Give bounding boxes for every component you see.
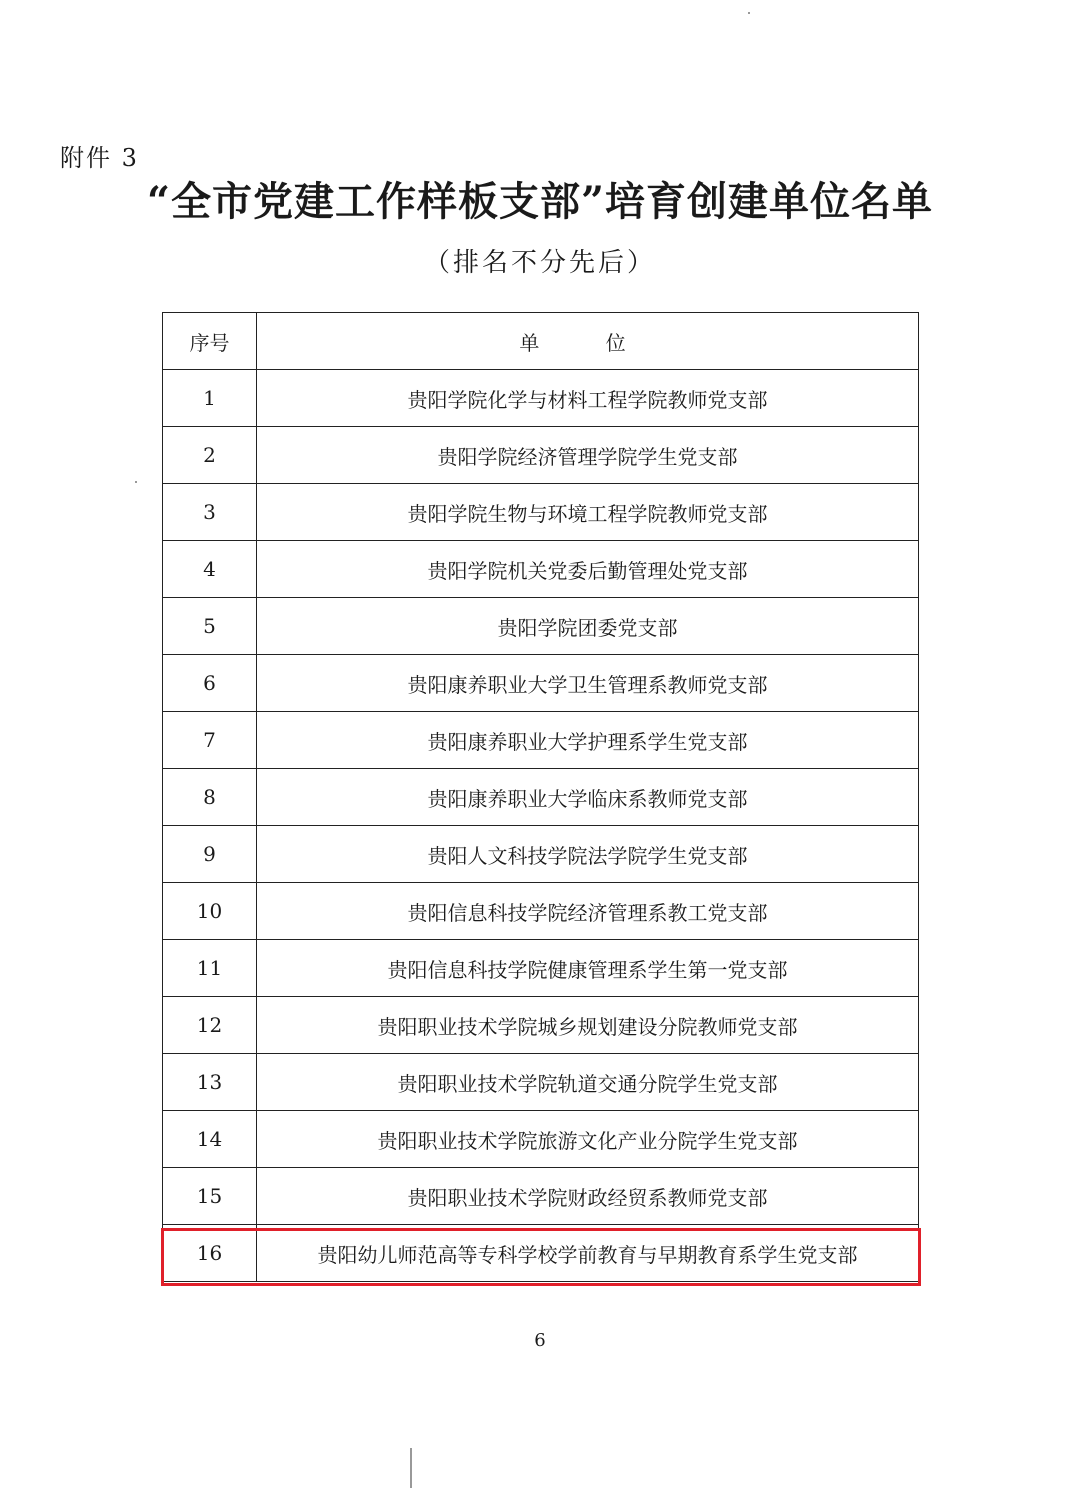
row-unit: 贵阳幼儿师范高等专科学校学前教育与早期教育系学生党支部: [257, 1225, 919, 1282]
table-row: [163, 1111, 919, 1168]
table-row: [163, 883, 919, 940]
row-unit: 贵阳人文科技学院法学院学生党支部: [257, 826, 919, 883]
table-row: [163, 598, 919, 655]
row-unit: 贵阳学院团委党支部: [257, 598, 919, 655]
scan-mark: [748, 12, 750, 14]
header-unit: [257, 313, 919, 370]
row-no: 7: [163, 712, 257, 769]
table-row: [163, 484, 919, 541]
table-row: [163, 712, 919, 769]
table-row: [163, 940, 919, 997]
row-unit: 贵阳学院经济管理学院学生党支部: [257, 427, 919, 484]
document-subtitle: （排名不分先后）: [423, 248, 656, 278]
row-no: 3: [163, 484, 257, 541]
row-no: 12: [163, 997, 257, 1054]
row-no: 16: [163, 1225, 257, 1282]
header-unit-label: 单 位: [519, 330, 656, 355]
page-number: 6: [534, 1330, 546, 1351]
row-unit: 贵阳康养职业大学卫生管理系教师党支部: [257, 655, 919, 712]
row-no: 15: [163, 1168, 257, 1225]
row-no: 5: [163, 598, 257, 655]
table-row: [163, 997, 919, 1054]
row-unit: 贵阳学院生物与环境工程学院教师党支部: [257, 484, 919, 541]
row-unit: 贵阳学院机关党委后勤管理处党支部: [257, 541, 919, 598]
row-no: 4: [163, 541, 257, 598]
row-unit: 贵阳康养职业大学临床系教师党支部: [257, 769, 919, 826]
table-row: [163, 769, 919, 826]
table-row: [163, 541, 919, 598]
units-table: [162, 312, 919, 1282]
table-row: [163, 826, 919, 883]
row-no: 13: [163, 1054, 257, 1111]
row-no: 10: [163, 883, 257, 940]
scan-mark: [410, 1448, 412, 1488]
row-unit: 贵阳学院化学与材料工程学院教师党支部: [257, 370, 919, 427]
row-unit: 贵阳康养职业大学护理系学生党支部: [257, 712, 919, 769]
row-unit: 贵阳职业技术学院城乡规划建设分院教师党支部: [257, 997, 919, 1054]
row-unit: 贵阳职业技术学院轨道交通分院学生党支部: [257, 1054, 919, 1111]
table-row-highlighted: [163, 1225, 919, 1282]
row-no: 1: [163, 370, 257, 427]
row-no: 8: [163, 769, 257, 826]
attachment-label: 附件 3: [60, 144, 139, 172]
row-no: 14: [163, 1111, 257, 1168]
scan-mark: [135, 481, 137, 483]
table-row: [163, 655, 919, 712]
table-header-row: [163, 313, 919, 370]
table-row: [163, 1054, 919, 1111]
row-unit: 贵阳职业技术学院财政经贸系教师党支部: [257, 1168, 919, 1225]
header-no: 序号: [163, 313, 257, 370]
row-no: 2: [163, 427, 257, 484]
row-no: 6: [163, 655, 257, 712]
row-unit: 贵阳信息科技学院健康管理系学生第一党支部: [257, 940, 919, 997]
table-row: [163, 370, 919, 427]
row-no: 11: [163, 940, 257, 997]
row-unit: 贵阳职业技术学院旅游文化产业分院学生党支部: [257, 1111, 919, 1168]
document-title: “全市党建工作样板支部”培育创建单位名单: [146, 178, 933, 225]
table-row: [163, 1168, 919, 1225]
table-row: [163, 427, 919, 484]
row-no: 9: [163, 826, 257, 883]
row-unit: 贵阳信息科技学院经济管理系教工党支部: [257, 883, 919, 940]
